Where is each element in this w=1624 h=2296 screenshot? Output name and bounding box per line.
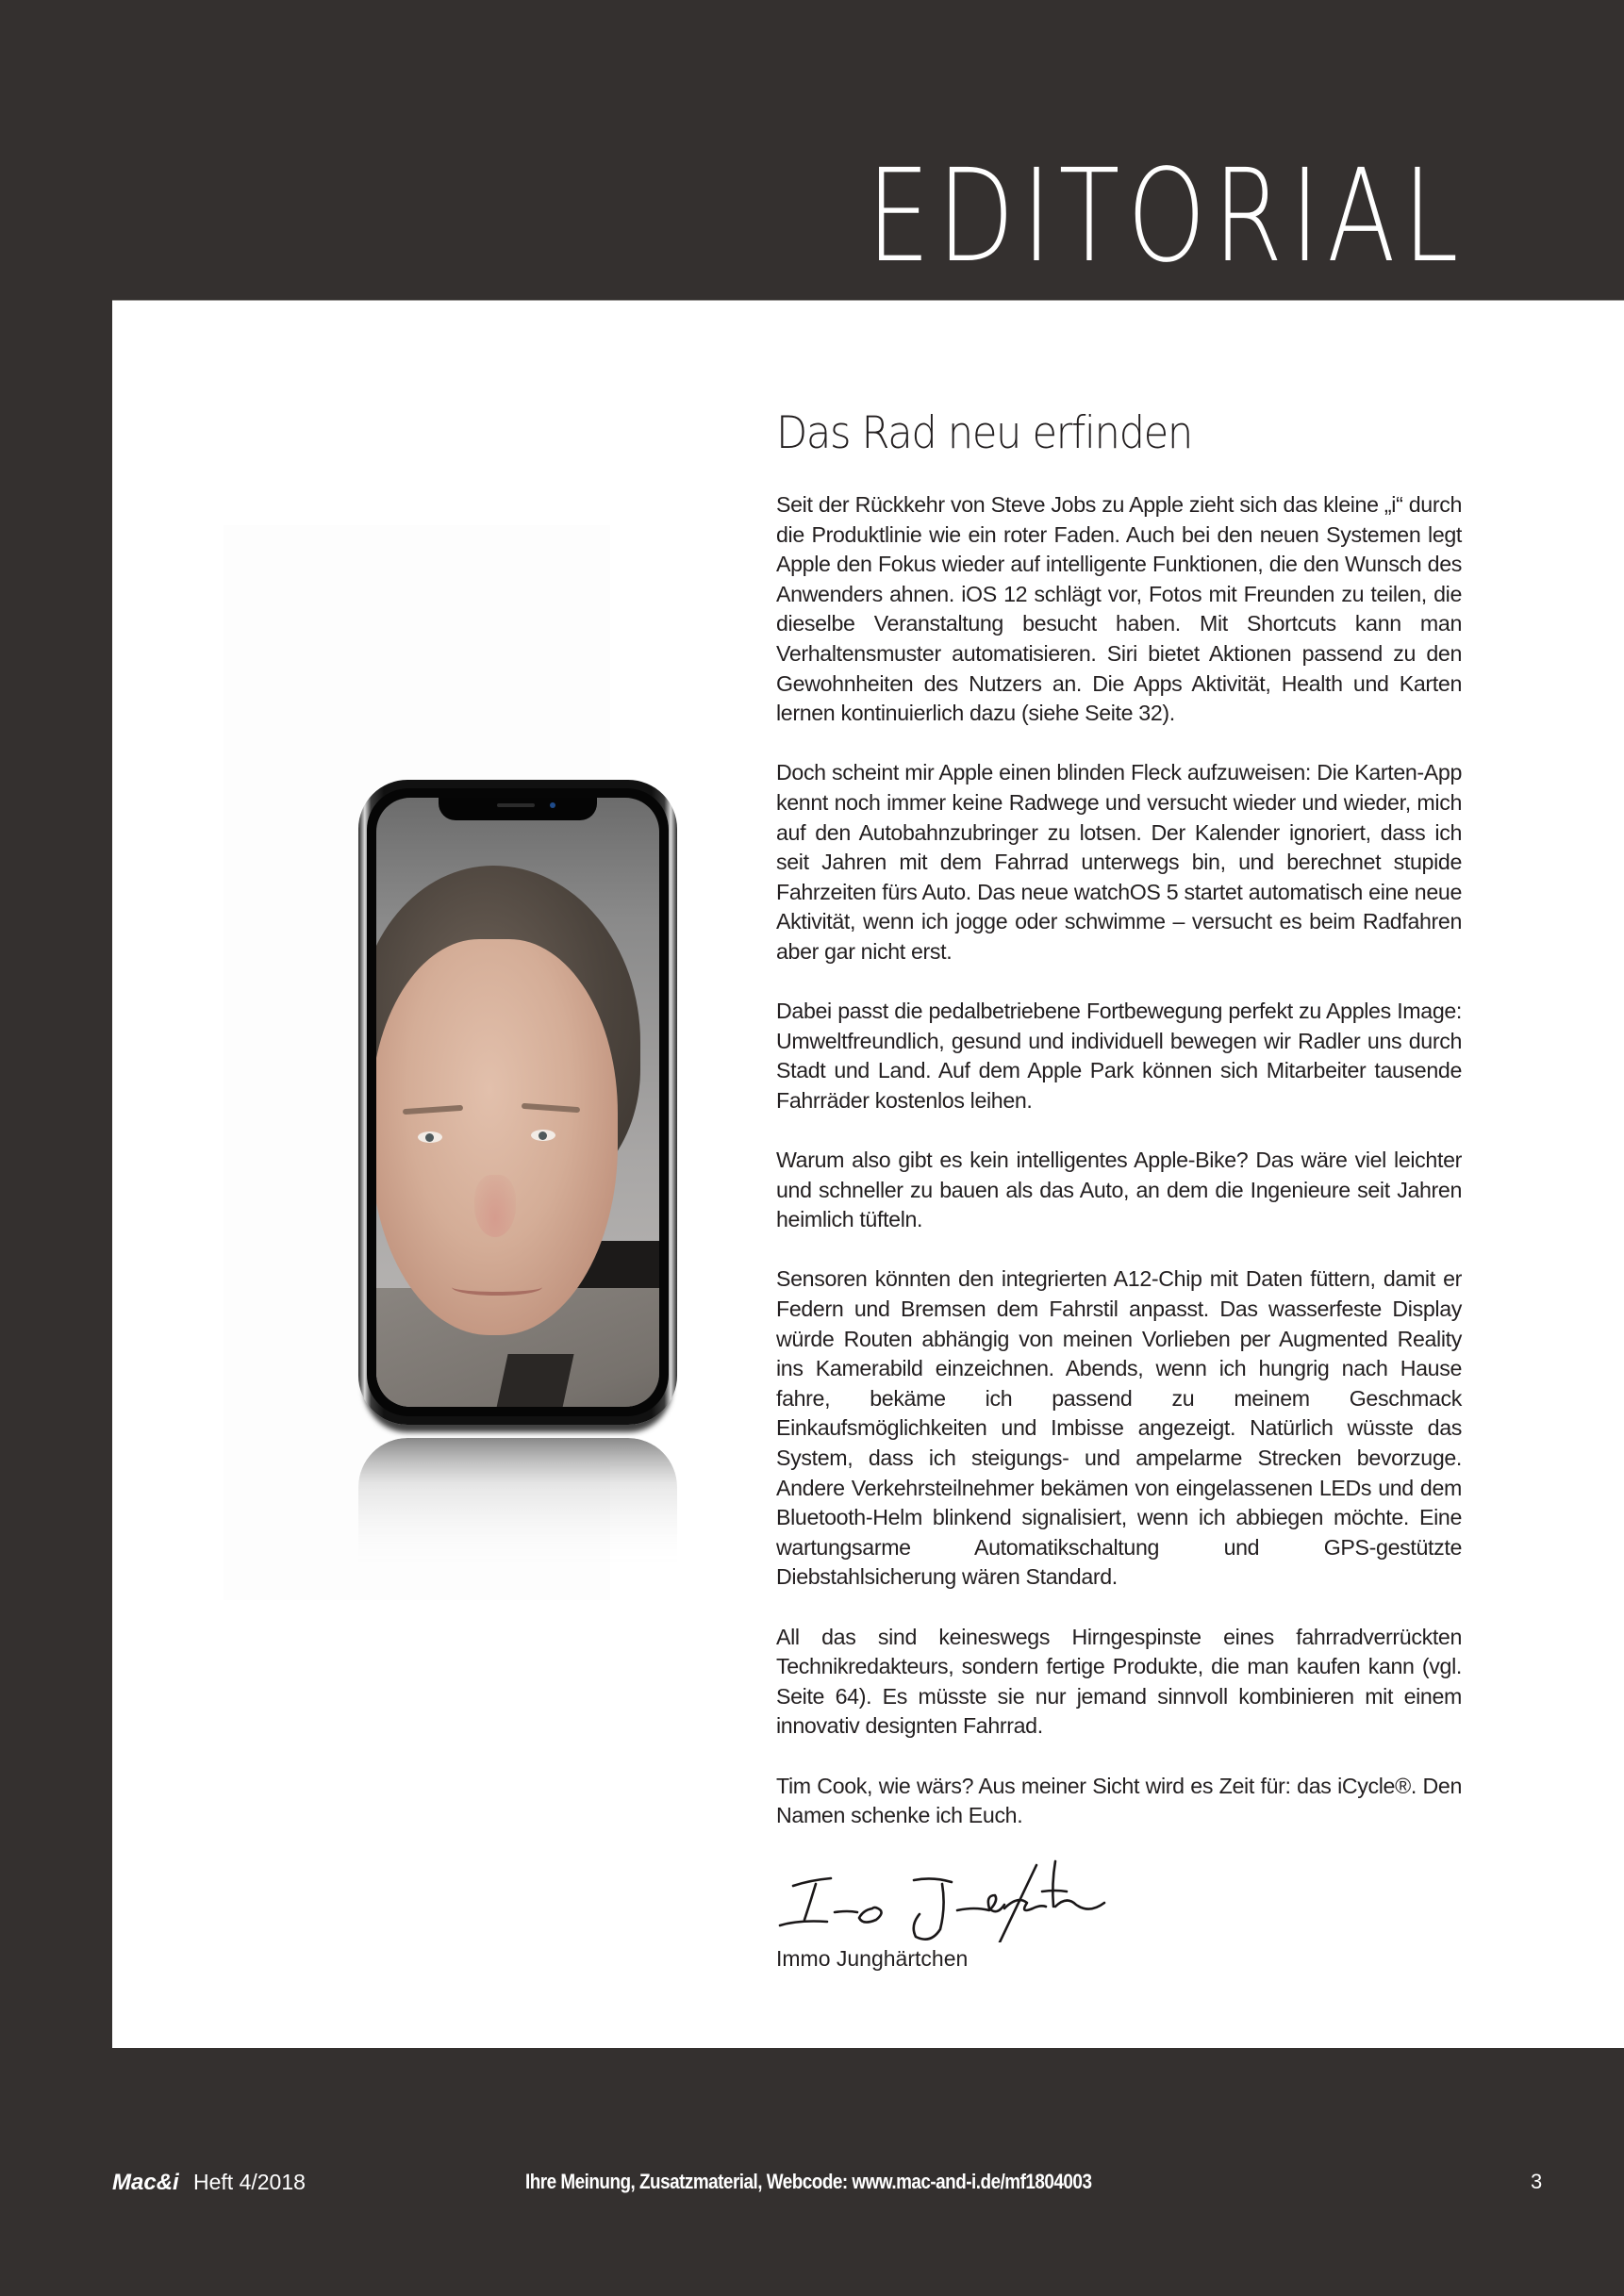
article-paragraph: Seit der Rückkehr von Steve Jobs zu Apple zieht sich das kleine „i“ durch die Produktlinie wie ein roter Faden. Auch bei den neuen Systemen legt Apple den Fokus wieder auf intelligente Funktionen, die den Wunsch des Anwenders ahnen. iOS 12 schlägt vor, Fotos mit Freunden zu teilen, die dieselbe Veranstaltung besucht haben. Mit Shortcuts kann man Verhaltensmuster automatisieren. Siri bietet Aktionen passend zu den Gewohnheiten des Nutzers an. Die Apps Aktivität, Health und Karten lernen kontinuierlich dazu (siehe Seite 32). bbox=[776, 492, 1462, 726]
handwritten-signature bbox=[772, 1839, 1112, 1942]
phone-reflection bbox=[358, 1438, 677, 1570]
magazine-brand: Mac&i bbox=[112, 2170, 179, 2195]
phone-bezel bbox=[367, 788, 669, 1416]
article-paragraph: Doch scheint mir Apple einen blinden Fleck aufzuweisen: Die Karten-App kennt noch immer keine Radwege und versucht wieder und wieder, mich auf den Autobahnzubringer zu lotsen. Der Kalender ignoriert, dass ich seit Jahren mit dem Fahrrad unterwegs bin, und berechnet stupide Fahrzeiten fürs Auto. Das neue watchOS 5 startet automatisch eine neue Aktivität, wenn ich jogge oder schwimme – versucht es beim Radfahren aber gar nicht erst. bbox=[776, 760, 1462, 964]
article-paragraph: All das sind keineswegs Hirngespinste eines fahrradverrückten Technikredakteurs, sondern fertige Produkte, die man kaufen kann (vgl. Seite 64). Es müsste sie nur jemand sinnvoll kombinieren mit einem innovativ designten Fahrrad. bbox=[776, 1624, 1462, 1739]
signature-drawing bbox=[772, 1839, 1112, 1942]
webcode-link[interactable]: Ihre Meinung, Zusatzmaterial, Webcode: www.mac-and-i.de/mf1804003 bbox=[525, 2170, 1092, 2193]
article-paragraph: Warum also gibt es kein intelligentes Apple-Bike? Das wäre viel leichter und schneller zu bauen als das Auto, an dem die Ingenieure seit Jahren heimlich tüfteln. bbox=[776, 1148, 1462, 1232]
article-paragraph: Dabei passt die pedalbetriebene Fortbewegung perfekt zu Apples Image: Umweltfreundlich, gesund und individuell bewegen wir Radler uns durch Stadt und Land. Auf dem Apple Park können sich Mitarbeiter tausende Fahrräder kostenlos leihen. bbox=[776, 999, 1462, 1113]
author-photo bbox=[224, 525, 610, 1600]
article-paragraph: Sensoren könnten den integrierten A12-Chip mit Daten füttern, damit er Federn und Bremsen dem Fahrstil anpasst. Das wasserfeste Display würde Routen abhängig von meinen Vorlieben per Augmented Reality ins Kamerabild einzeichnen. Abends, wenn ich hungrig nach Hause fahre, bekäme ich passend zu meinem Geschmack Einkaufsmöglichkeiten und Imbisse angezeigt. Natürlich wüsste das System, dass ich steigungs- und ampelarme Strecken bevorzuge. Andere Verkehrsteilnehmer bekämen von eingelassenen LEDs und dem Bluetooth-Helm blinkend signalisiert, wenn ich abbiegen möchte. Eine wartungsarme Automatikschaltung und GPS-gestützte Diebstahlsicherung wären Standard. bbox=[776, 1266, 1462, 1590]
issue-number: Heft 4/2018 bbox=[193, 2170, 306, 2194]
speaker-icon bbox=[497, 803, 535, 807]
page-number: 3 bbox=[1531, 2170, 1543, 2193]
phone-screen-portrait bbox=[376, 798, 659, 1407]
section-title: EDITORIAL bbox=[866, 142, 1466, 291]
author-name: Immo Junghärtchen bbox=[776, 1945, 969, 1971]
portrait-brow-left bbox=[403, 1105, 463, 1115]
article-paragraph: Tim Cook, wie wärs? Aus meiner Sicht wird es Zeit für: das iCycle®. Den Namen schenke ich Euch. bbox=[776, 1773, 1462, 1828]
portrait-eye-left bbox=[418, 1131, 442, 1143]
portrait-mouth bbox=[452, 1279, 542, 1296]
portrait-face bbox=[376, 939, 618, 1335]
article-headline: Das Rad neu erfinden bbox=[776, 407, 1192, 459]
smartphone-frame bbox=[358, 780, 677, 1425]
portrait-nose bbox=[474, 1175, 516, 1237]
camera-icon bbox=[550, 802, 555, 808]
phone-notch bbox=[439, 798, 597, 820]
editorial-article bbox=[776, 407, 1462, 1973]
portrait-eye-right bbox=[531, 1130, 555, 1141]
portrait-brow-right bbox=[522, 1103, 580, 1113]
page-footer bbox=[0, 2166, 1624, 2204]
